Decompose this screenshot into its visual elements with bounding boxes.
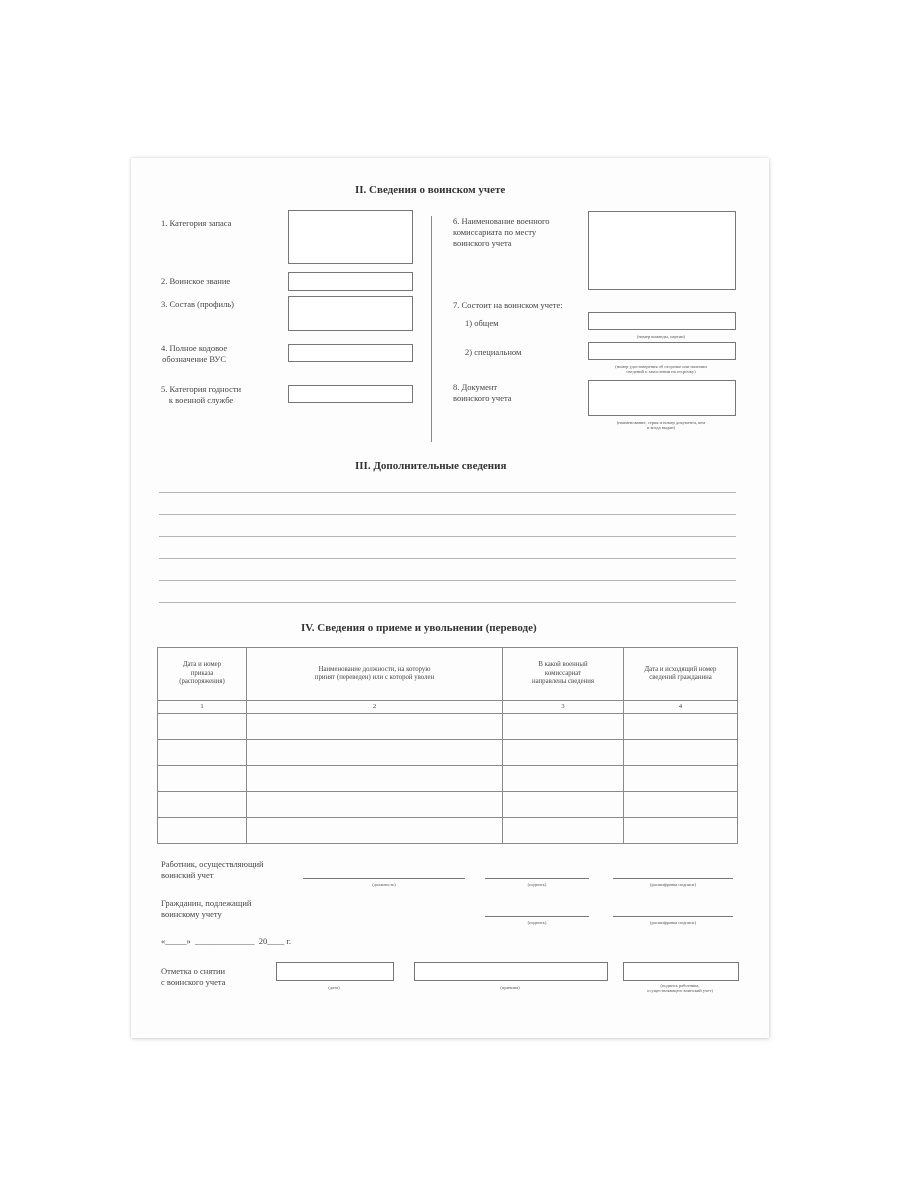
general-registration-field[interactable] (588, 312, 736, 330)
removal-reason-field[interactable] (414, 962, 608, 981)
table-row[interactable] (158, 818, 738, 844)
additional-info-line[interactable] (159, 536, 736, 537)
military-rank-label: 2. Воинское звание (161, 276, 231, 286)
registered-label: 7. Состоит на воинском учете: (453, 300, 563, 310)
form-sheet (131, 158, 769, 1038)
removal-worker-signature-field[interactable] (623, 962, 739, 981)
employment-table (157, 647, 738, 844)
general-registration-note: (номер команды, партии) (636, 334, 686, 339)
signature-note: (подпись) (527, 882, 547, 887)
citizen-signature-line[interactable] (485, 916, 589, 917)
position-line[interactable] (303, 878, 465, 879)
composition-label: 3. Состав (профиль) (161, 299, 235, 309)
date-line[interactable]: «_____» ______________ 20____ г. (161, 936, 292, 946)
vus-code-label: 4. Полное кодовое обозначение ВУС (161, 343, 228, 364)
section-2-title: II. Сведения о воинском учете (355, 184, 506, 196)
decode-line[interactable] (613, 878, 733, 879)
citizen-decode-line[interactable] (613, 916, 733, 917)
fitness-category-field[interactable] (288, 385, 413, 403)
table-row[interactable] (158, 714, 738, 740)
composition-field[interactable] (288, 296, 413, 331)
table-row[interactable] (158, 766, 738, 792)
removal-reason-note: (причина) (500, 985, 520, 990)
table-row[interactable] (158, 740, 738, 766)
removal-worker-signature-note: (подпись работника, осуществляющего воинский учет) (647, 983, 713, 993)
special-registration-field[interactable] (588, 342, 736, 360)
column-header: Дата и исходящий номер сведений гражданина (624, 648, 738, 701)
column-number: 2 (247, 701, 503, 714)
removal-date-note: (дата) (328, 985, 340, 990)
special-registration-note: (номер удостоверения об отсрочке или наличии сведений о зачислении на отсрочку) (615, 364, 707, 374)
additional-info-line[interactable] (159, 602, 736, 603)
special-registration-label: 2) специальном (465, 347, 522, 357)
citizen-decode-note: (расшифровка подписи) (650, 920, 696, 925)
military-document-label: 8. Документ воинского учета (453, 382, 512, 403)
citizen-label: Гражданин, подлежащий воинскому учету (161, 898, 252, 919)
additional-info-line[interactable] (159, 514, 736, 515)
additional-info-line[interactable] (159, 492, 736, 493)
removal-date-field[interactable] (276, 962, 394, 981)
fitness-category-label: 5. Категория годности к военной службе (161, 384, 242, 405)
reserve-category-label: 1. Категория запаса (161, 218, 232, 228)
military-rank-field[interactable] (288, 272, 413, 291)
commissariat-field[interactable] (588, 211, 736, 290)
commissariat-label: 6. Наименование военного комиссариата по месту воинского учета (453, 216, 550, 248)
table-row[interactable] (158, 792, 738, 818)
column-header: Наименование должности, на которую принят (переведен) или с которой уволен (247, 648, 503, 701)
citizen-signature-note: (подпись) (527, 920, 547, 925)
additional-info-line[interactable] (159, 558, 736, 559)
signature-line[interactable] (485, 878, 589, 879)
removal-label: Отметка о снятии с воинского учета (161, 966, 226, 987)
military-document-note: (наименование, серия и номер документа, кем и когда выдан) (616, 420, 706, 430)
column-divider (431, 216, 432, 442)
section-3-title: III. Дополнительные сведения (355, 460, 507, 472)
column-header: В какой военный комиссариат направлены сведения (503, 648, 624, 701)
column-number: 1 (158, 701, 247, 714)
additional-info-line[interactable] (159, 580, 736, 581)
column-number: 3 (503, 701, 624, 714)
military-document-field[interactable] (588, 380, 736, 416)
section-4-title: IV. Сведения о приеме и увольнении (переводе) (301, 622, 537, 634)
vus-code-field[interactable] (288, 344, 413, 362)
general-registration-label: 1) общем (465, 318, 499, 328)
reserve-category-field[interactable] (288, 210, 413, 264)
position-note: (должность) (372, 882, 396, 887)
decode-note: (расшифровка подписи) (650, 882, 696, 887)
worker-label: Работник, осуществляющий воинский учет (161, 859, 264, 880)
column-header: Дата и номер приказа (распоряжения) (158, 648, 247, 701)
column-number: 4 (624, 701, 738, 714)
